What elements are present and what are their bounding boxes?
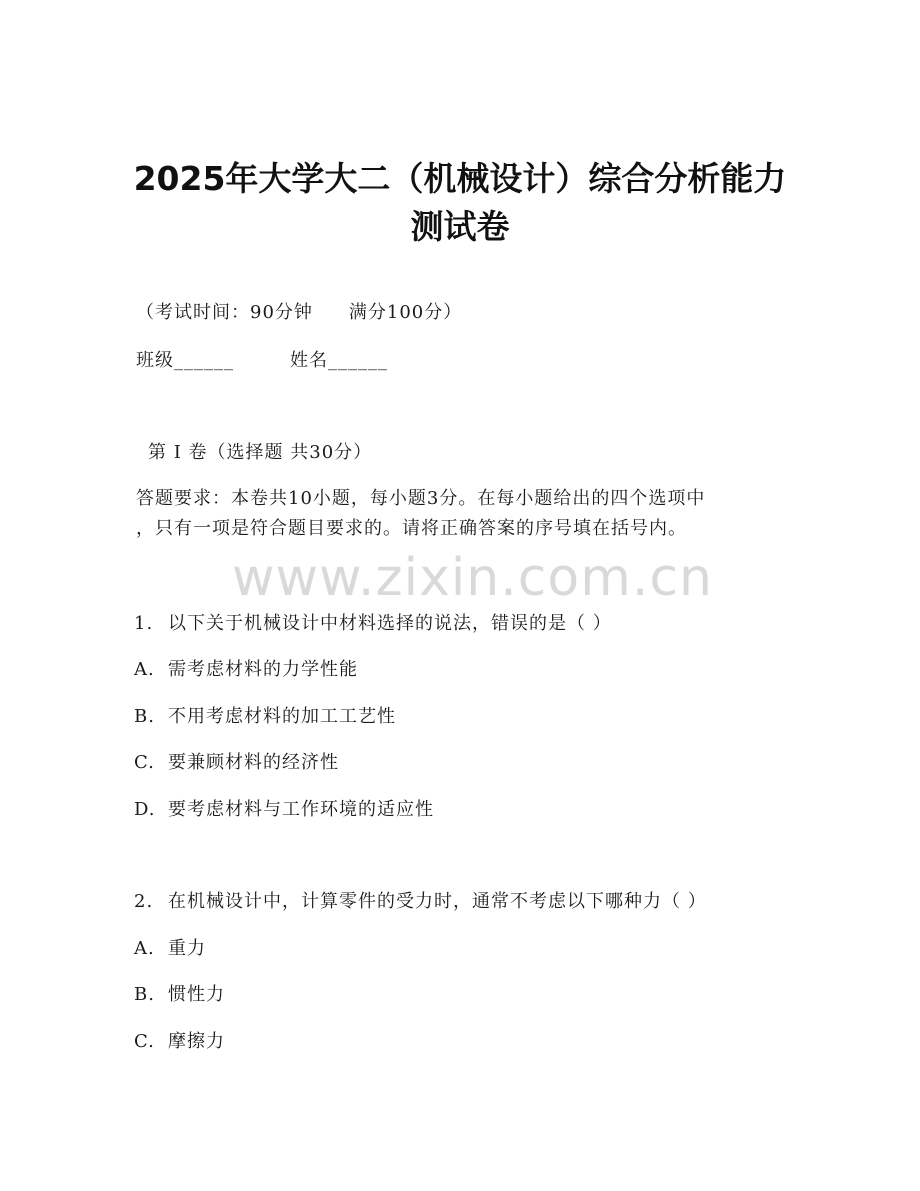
option-text: 摩擦力 (168, 1031, 225, 1052)
question-1-option-d (134, 797, 434, 823)
exam-time: （考试时间：90分钟 (136, 302, 313, 323)
option-label: A. (134, 659, 155, 680)
class-field: 班级______ (136, 350, 234, 371)
option-label: A. (134, 938, 155, 959)
option-text: 不用考虑材料的加工工艺性 (168, 706, 396, 727)
option-text: 要兼顾材料的经济性 (168, 752, 339, 773)
question-text: 以下关于机械设计中材料选择的说法，错误的是（ ） (168, 613, 612, 634)
option-text: 需考虑材料的力学性能 (168, 659, 358, 680)
exam-info (136, 300, 462, 326)
watermark: www.zixin.com.cn (232, 548, 713, 608)
question-2-option-a (134, 936, 206, 962)
option-label: D. (134, 799, 156, 820)
section-heading: 第 I 卷（选择题 共30分） (148, 442, 373, 463)
question-number: 1. (134, 613, 154, 634)
document-title-line-1: 2025年大学大二（机械设计）综合分析能力 (133, 159, 787, 198)
option-text: 重力 (168, 938, 206, 959)
question-1-option-b (134, 704, 396, 730)
question-1-option-c (134, 750, 339, 776)
option-text: 惯性力 (168, 984, 225, 1005)
option-label: C. (134, 752, 155, 773)
document-title-line-2: 测试卷 (410, 207, 510, 246)
instructions-line-2: ，只有一项是符合题目要求的。请将正确答案的序号填在括号内。 (136, 518, 687, 539)
question-2-option-b (134, 982, 225, 1008)
question-2 (134, 889, 707, 915)
option-label: B. (134, 706, 155, 727)
instructions-line-1: 答题要求：本卷共10小题，每小题3分。在每小题给出的四个选项中 (136, 488, 706, 509)
question-1-option-a (134, 657, 358, 683)
option-label: B. (134, 984, 155, 1005)
option-label: C. (134, 1031, 155, 1052)
question-1 (134, 611, 612, 637)
option-text: 要考虑材料与工作环境的适应性 (168, 799, 434, 820)
question-text: 在机械设计中，计算零件的受力时，通常不考虑以下哪种力（ ） (168, 891, 707, 912)
question-number: 2. (134, 891, 154, 912)
exam-full-score: 满分100分） (348, 302, 463, 323)
question-2-option-c (134, 1029, 225, 1055)
name-field: 姓名______ (290, 350, 388, 371)
student-info (136, 348, 388, 374)
